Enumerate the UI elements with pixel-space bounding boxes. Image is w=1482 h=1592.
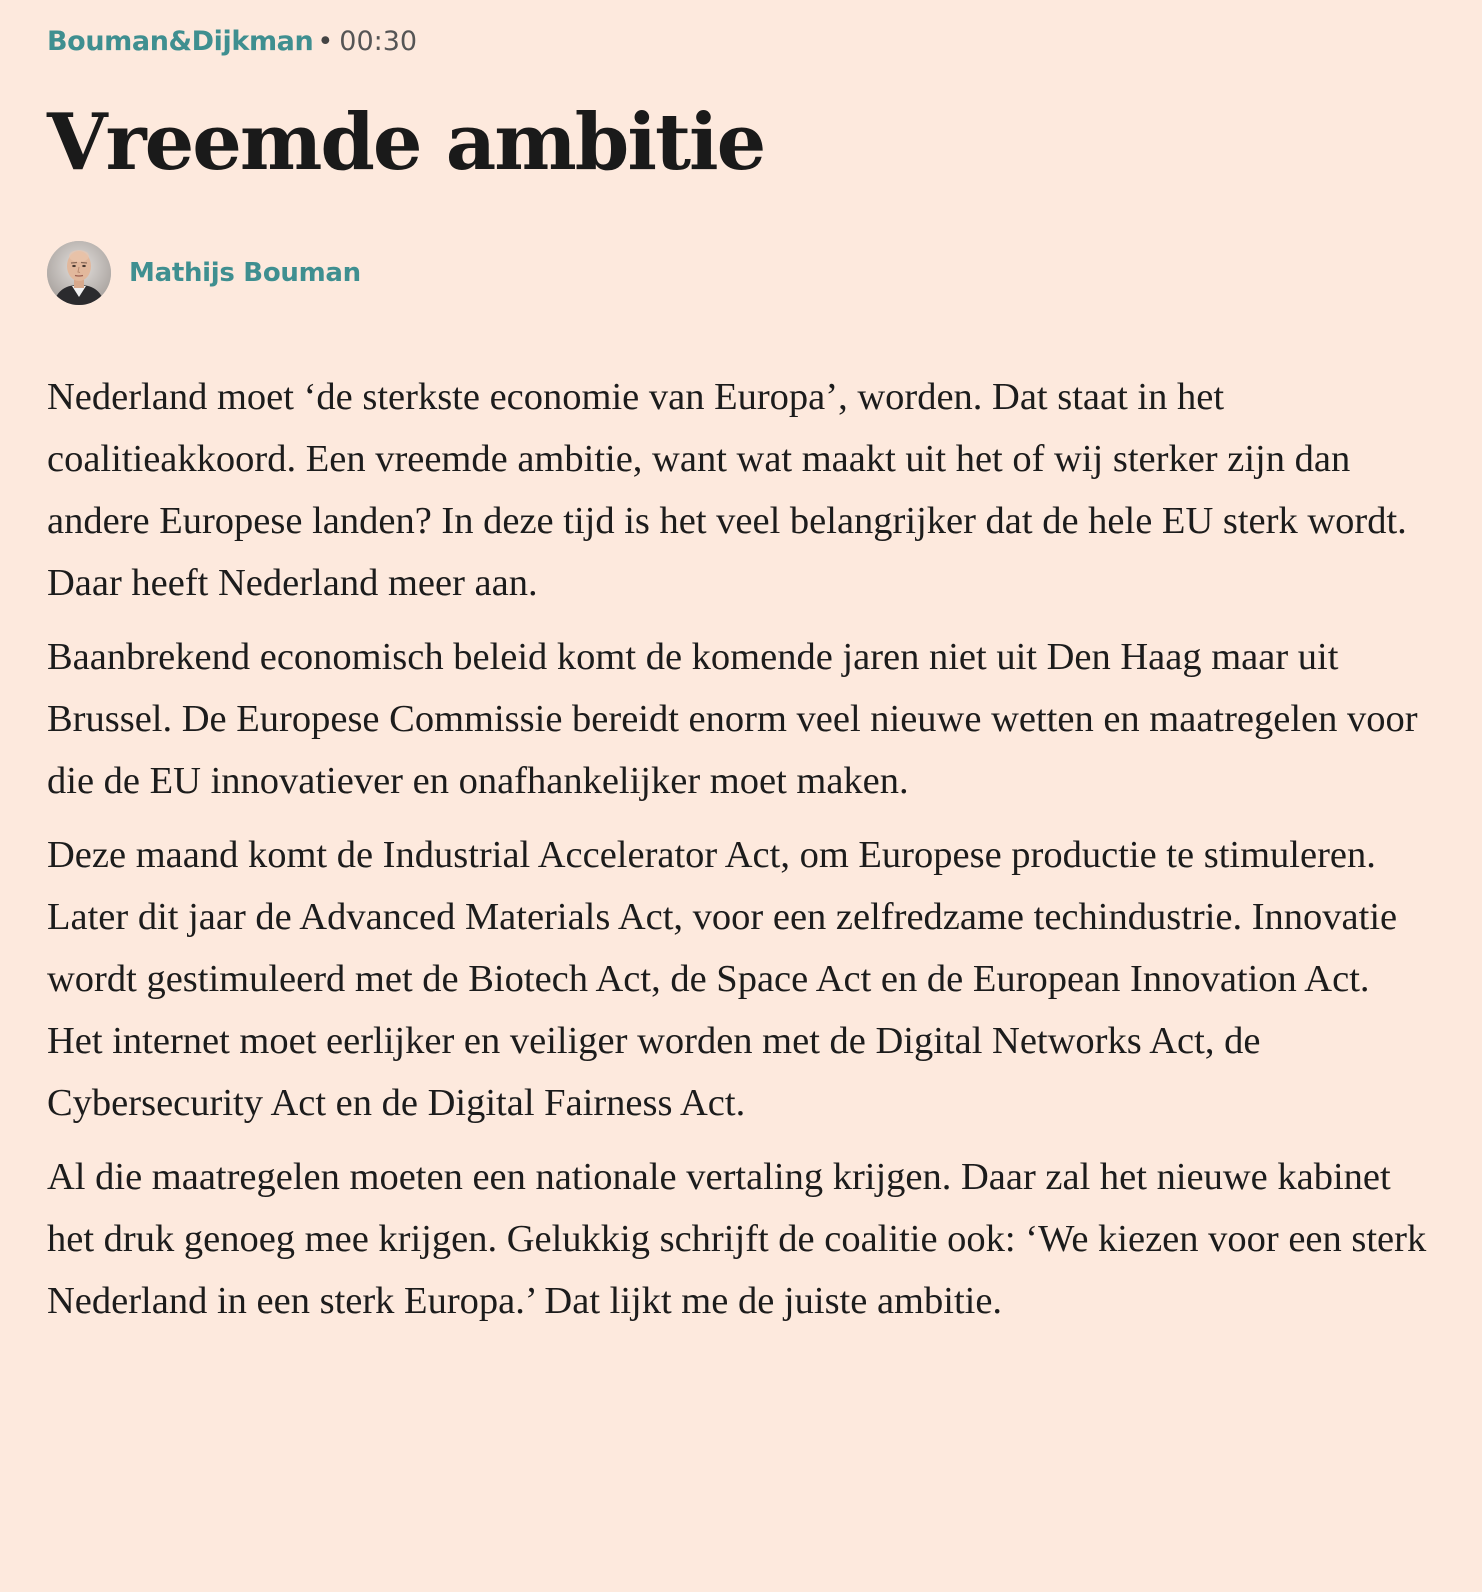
article-meta xyxy=(47,0,1434,62)
publish-time: 00:30 xyxy=(339,26,418,57)
avatar[interactable] xyxy=(47,241,111,305)
article-body xyxy=(47,366,1434,1332)
byline xyxy=(47,240,1434,306)
paragraph: Baanbrekend economisch beleid komt de komende jaren niet uit Den Haag maar uit Brussel. De Europese Commissie bereidt enorm veel nieuwe wetten en maatregelen voor die de EU innovatiever en onafhankelijker moet maken. xyxy=(47,636,1418,802)
author-portrait-icon xyxy=(47,241,111,305)
author-name[interactable]: Mathijs Bouman xyxy=(129,258,361,288)
paragraph: Al die maatregelen moeten een nationale vertaling krijgen. Daar zal het nieuwe kabinet het druk genoeg mee krijgen. Gelukkig schrijft de coalitie ook: ‘We kiezen voor een sterk Nederland in een sterk Europa.’ Dat lijkt me de juiste ambitie. xyxy=(47,1156,1427,1322)
section-link[interactable]: Bouman&Dijkman xyxy=(47,26,314,57)
paragraph: Nederland moet ‘de sterkste economie van Europa’, worden. Dat staat in het coalitieakkoord. Een vreemde ambitie, want wat maakt uit het of wij sterker zijn dan andere Europese landen? In deze tijd is het veel belangrijker dat de hele EU sterk wordt. Daar heeft Nederland meer aan. xyxy=(47,376,1407,604)
article-title: Vreemde ambitie xyxy=(47,97,765,188)
meta-separator: • xyxy=(317,26,334,57)
paragraph: Deze maand komt de Industrial Accelerator Act, om Europese productie te stimuleren. Later dit jaar de Advanced Materials Act, voor een zelfredzame techindustrie. Innovatie wordt gestimuleerd met de Biotech Act, de Space Act en de European Innovation Act. Het internet moet eerlijker en veiliger worden met de Digital Networks Act, de Cybersecurity Act en de Digital Fairness Act. xyxy=(47,834,1398,1124)
